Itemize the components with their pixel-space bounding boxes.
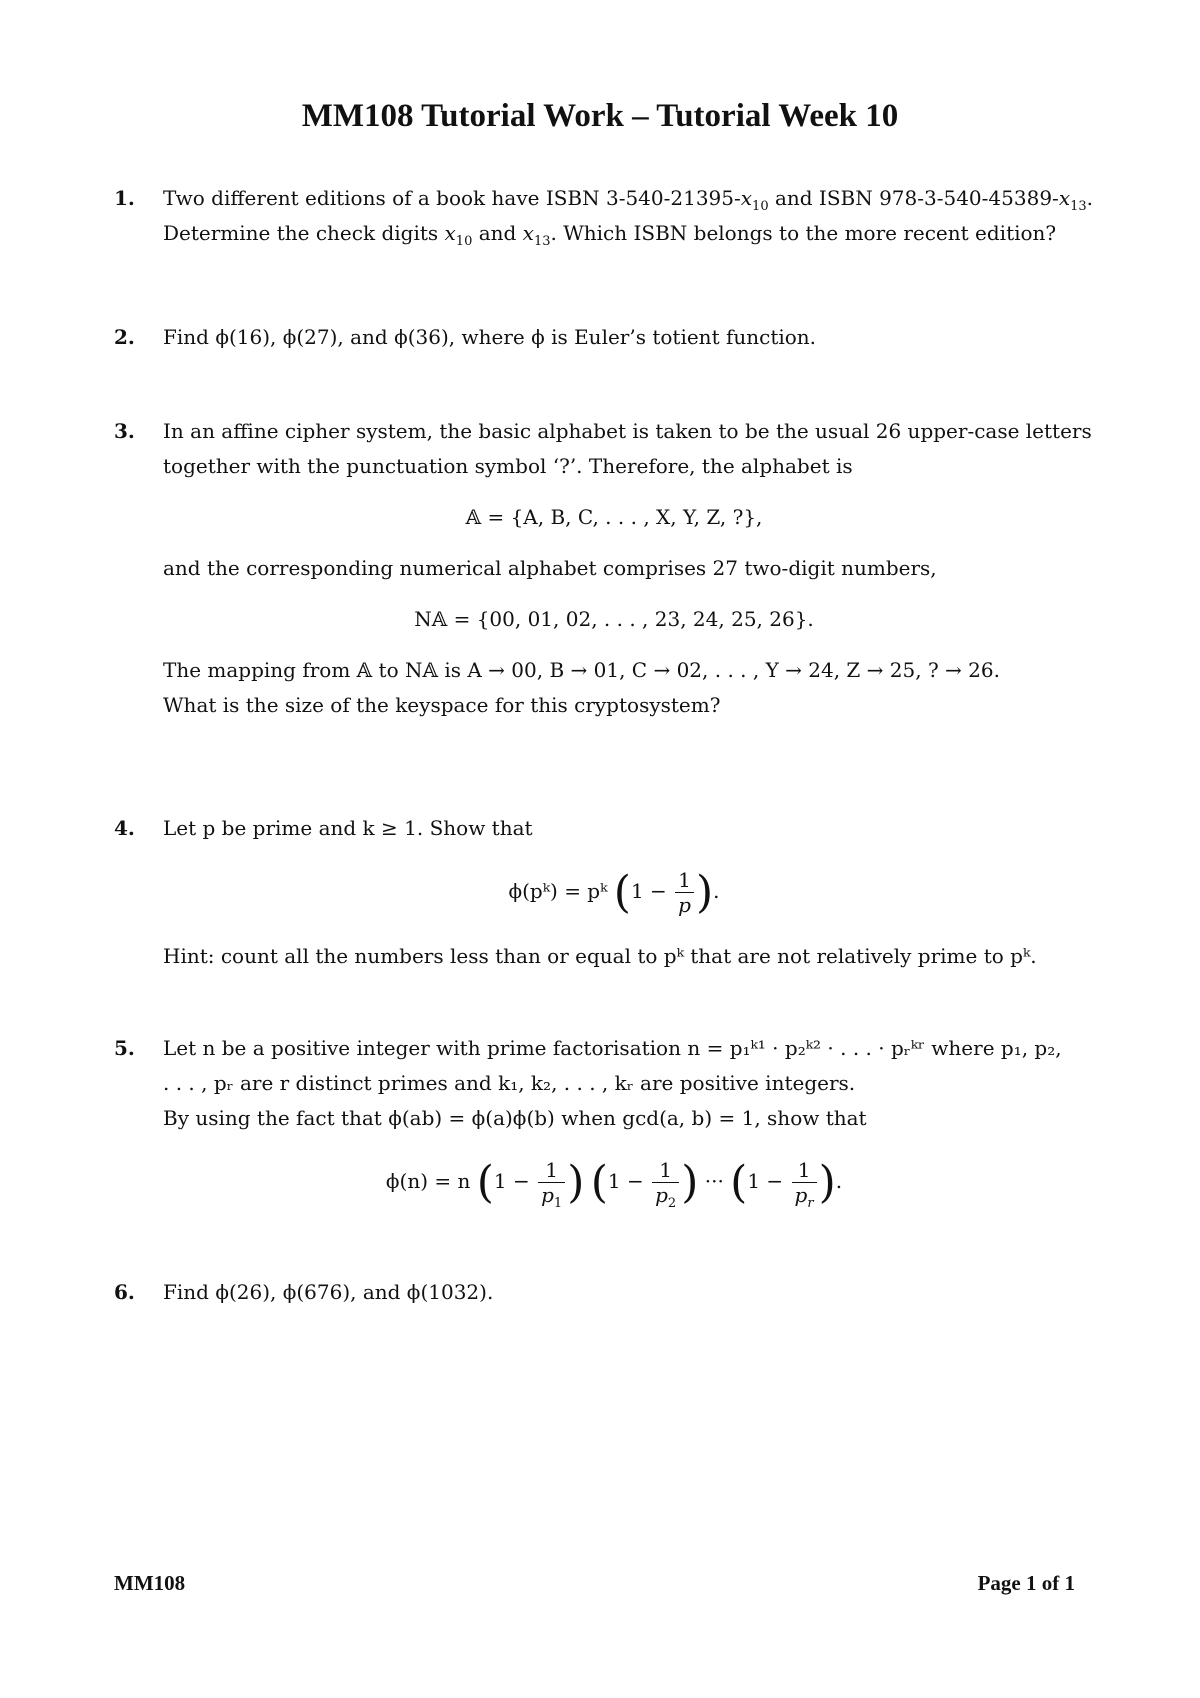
question-4-intro: Let p be prime and k ≥ 1. Show that [163, 816, 533, 840]
question-5-line-2: . . . , pᵣ are r distinct primes and k₁, k₂, . . . , kᵣ are positive integers. [163, 1071, 856, 1095]
page-title: MM108 Tutorial Work – Tutorial Week 10 [301, 98, 899, 134]
question-2-text: Find ϕ(16), ϕ(27), and ϕ(36), where ϕ is Euler’s totient function. [163, 325, 817, 349]
footer-course-code: MM108 [114, 1571, 186, 1595]
question-3-paragraph-4: What is the size of the keyspace for this cryptosystem? [163, 693, 721, 717]
question-number: 2. [114, 325, 135, 349]
question-3-paragraph-1: In an affine cipher system, the basic alphabet is taken to be the usual 26 upper-case letters together with the punctuation symbol ‘?’. Therefore, the alphabet is [163, 419, 1092, 478]
question-4-hint: Hint: count all the numbers less than or equal to pᵏ that are not relatively prime to pᵏ. [163, 944, 1037, 968]
totient-product-formula: ϕ(n) = n (1 − $\frac{1}{p_1}$ ) (1 − $\frac{1}{p_2}$ ) ··· (1 − $\frac{1}{p_r}$ ). [385, 1157, 843, 1211]
question-4 [114, 811, 1114, 974]
question-6-text: Find ϕ(26), ϕ(676), and ϕ(1032). [163, 1280, 494, 1304]
question-5-line-1: Let n be a positive integer with prime factorisation n = p₁ᵏ¹ · p₂ᵏ² · . . . · pᵣᵏʳ where p₁, p₂, [163, 1036, 1062, 1060]
question-5 [114, 1031, 1114, 1229]
footer-page-number: Page 1 of 1 [977, 1571, 1075, 1595]
question-body [163, 1031, 1114, 1211]
totient-prime-power-equation: ϕ(pᵏ) = pᵏ (1 − $\frac{1}{p}$ ). [508, 867, 720, 918]
question-number: 5. [114, 1036, 135, 1060]
question-1 [114, 181, 1114, 251]
question-6 [114, 1275, 1114, 1310]
question-3-paragraph-3: The mapping from 𝔸 to N𝔸 is A → 00, B → 01, C → 02, . . . , Y → 24, Z → 25, ? → 26. [163, 658, 1000, 682]
question-2 [114, 320, 1114, 355]
question-3 [114, 414, 1114, 723]
question-body [163, 811, 1114, 974]
question-number: 6. [114, 1280, 135, 1304]
question-body [163, 414, 1114, 723]
question-3-paragraph-2: and the corresponding numerical alphabet comprises 27 two-digit numbers, [163, 556, 937, 580]
question-1-line-1: Two different editions of a book have ISBN $3-540-21395-x_{10}$ and ISBN $978-3-540-45389-x_{13}$. [163, 186, 1093, 214]
question-number: 4. [114, 816, 135, 840]
question-body [163, 181, 1114, 251]
question-number: 1. [114, 186, 135, 210]
numeric-alphabet-equation: N𝔸 = {00, 01, 02, . . . , 23, 24, 25, 26}. [414, 607, 814, 631]
question-number: 3. [114, 419, 135, 443]
question-1-line-2: Determine the check digits $x_{10}$ and $x_{13}$. Which ISBN belongs to the more recent edition? [163, 221, 1057, 249]
alphabet-equation: 𝔸 = {A, B, C, . . . , X, Y, Z, ?}, [465, 505, 763, 529]
question-5-line-3: By using the fact that ϕ(ab) = ϕ(a)ϕ(b) when gcd(a, b) = 1, show that [163, 1106, 867, 1130]
